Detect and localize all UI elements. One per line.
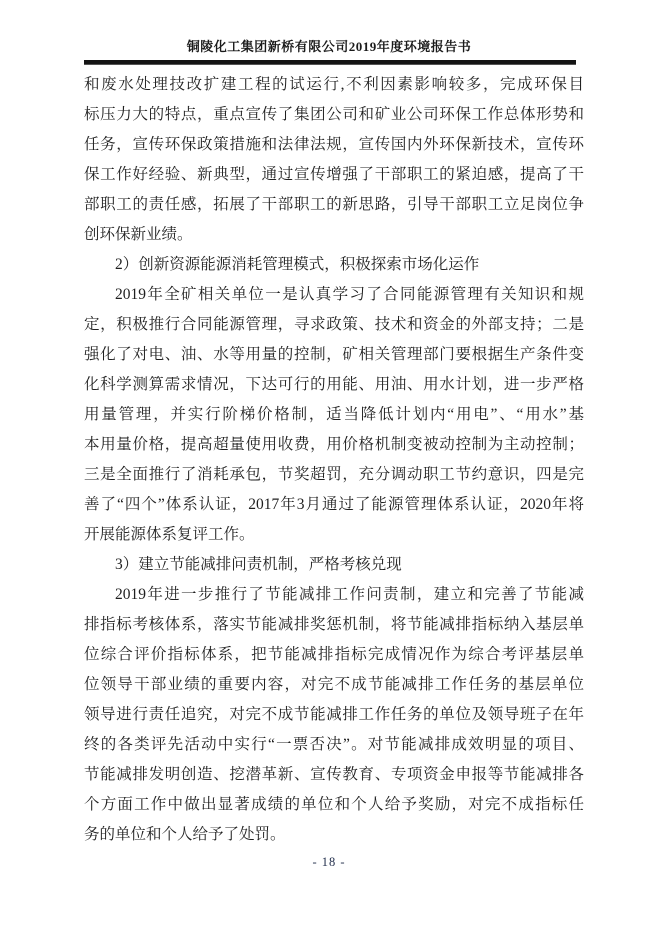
document-header-title: 铜陵化工集团新桥有限公司2019年度环境报告书 (186, 39, 472, 54)
text-line: 开展能源体系复评工作。 (84, 526, 255, 543)
text-line: 化科学测算需求情况，下达可行的用能、用油、用水计划，进一步严格 (84, 376, 584, 393)
text-line: 三是全面推行了消耗承包，节奖超罚，充分调动职工节约意识，四是完 (84, 466, 584, 483)
text-line: 定，积极推行合同能源管理，寻求政策、技术和资金的外部支持；二是 (84, 316, 584, 333)
text-line: 强化了对电、油、水等用量的控制，矿相关管理部门要根据生产条件变 (84, 346, 584, 363)
header-rule (84, 60, 576, 65)
text-line: 善了“四个”体系认证，2017年3月通过了能源管理体系认证，2020年将 (84, 496, 584, 513)
text-line: 保工作好经验、新典型，通过宣传增强了干部职工的紧迫感，提高了干 (84, 166, 584, 183)
text-line: 务的单位和个人给予了处罚。 (84, 826, 286, 843)
text-line: 位领导干部业绩的重要内容，对完不成节能减排工作任务的基层单位 (84, 676, 584, 693)
text-line: 任务，宣传环保政策措施和法律法规，宣传国内外环保新技术，宣传环 (84, 136, 584, 153)
text-line: 排指标考核体系，落实节能减排奖惩机制，将节能减排指标纳入基层单 (84, 616, 584, 633)
text-line: 领导进行责任追究，对完不成节能减排工作任务的单位及领导班子在年 (84, 706, 584, 723)
text-line: 标压力大的特点，重点宣传了集团公司和矿业公司环保工作总体形势和 (84, 106, 584, 123)
text-line: 创环保新业绩。 (84, 226, 193, 243)
section-heading-line: 3）建立节能减排问责机制，严格考核兑现 (115, 556, 402, 573)
text-line: 节能减排发明创造、挖潜革新、宣传教育、专项资金申报等节能减排各 (84, 766, 584, 783)
text-line: 部职工的责任感，拓展了干部职工的新思路，引导干部职工立足岗位争 (84, 196, 584, 213)
text-line: 和废水处理技改扩建工程的试运行,不利因素影响较多，完成环保目 (84, 76, 584, 93)
text-line: 终的各类评先活动中实行“一票否决”。对节能减排成效明显的项目、 (84, 736, 584, 753)
text-line: 用量管理，并实行阶梯价格制，适当降低计划内“用电”、“用水”基 (84, 406, 584, 423)
page-footer (0, 855, 658, 870)
text-line: 2019年全矿相关单位一是认真学习了合同能源管理有关知识和规 (115, 286, 584, 303)
text-line: 本用量价格，提高超量使用收费，用价格机制变被动控制为主动控制； (84, 436, 584, 453)
section-heading-line: 2）创新资源能源消耗管理模式，积极探索市场化运作 (115, 256, 480, 273)
page-number: - 18 - (312, 855, 346, 869)
text-line: 位综合评价指标体系，把节能减排指标完成情况作为综合考评基层单 (84, 646, 584, 663)
text-line: 个方面工作中做出显著成绩的单位和个人给予奖励，对完不成指标任 (84, 796, 584, 813)
text-line: 2019年进一步推行了节能减排工作问责制，建立和完善了节能减 (115, 586, 584, 603)
page-body (84, 70, 584, 850)
